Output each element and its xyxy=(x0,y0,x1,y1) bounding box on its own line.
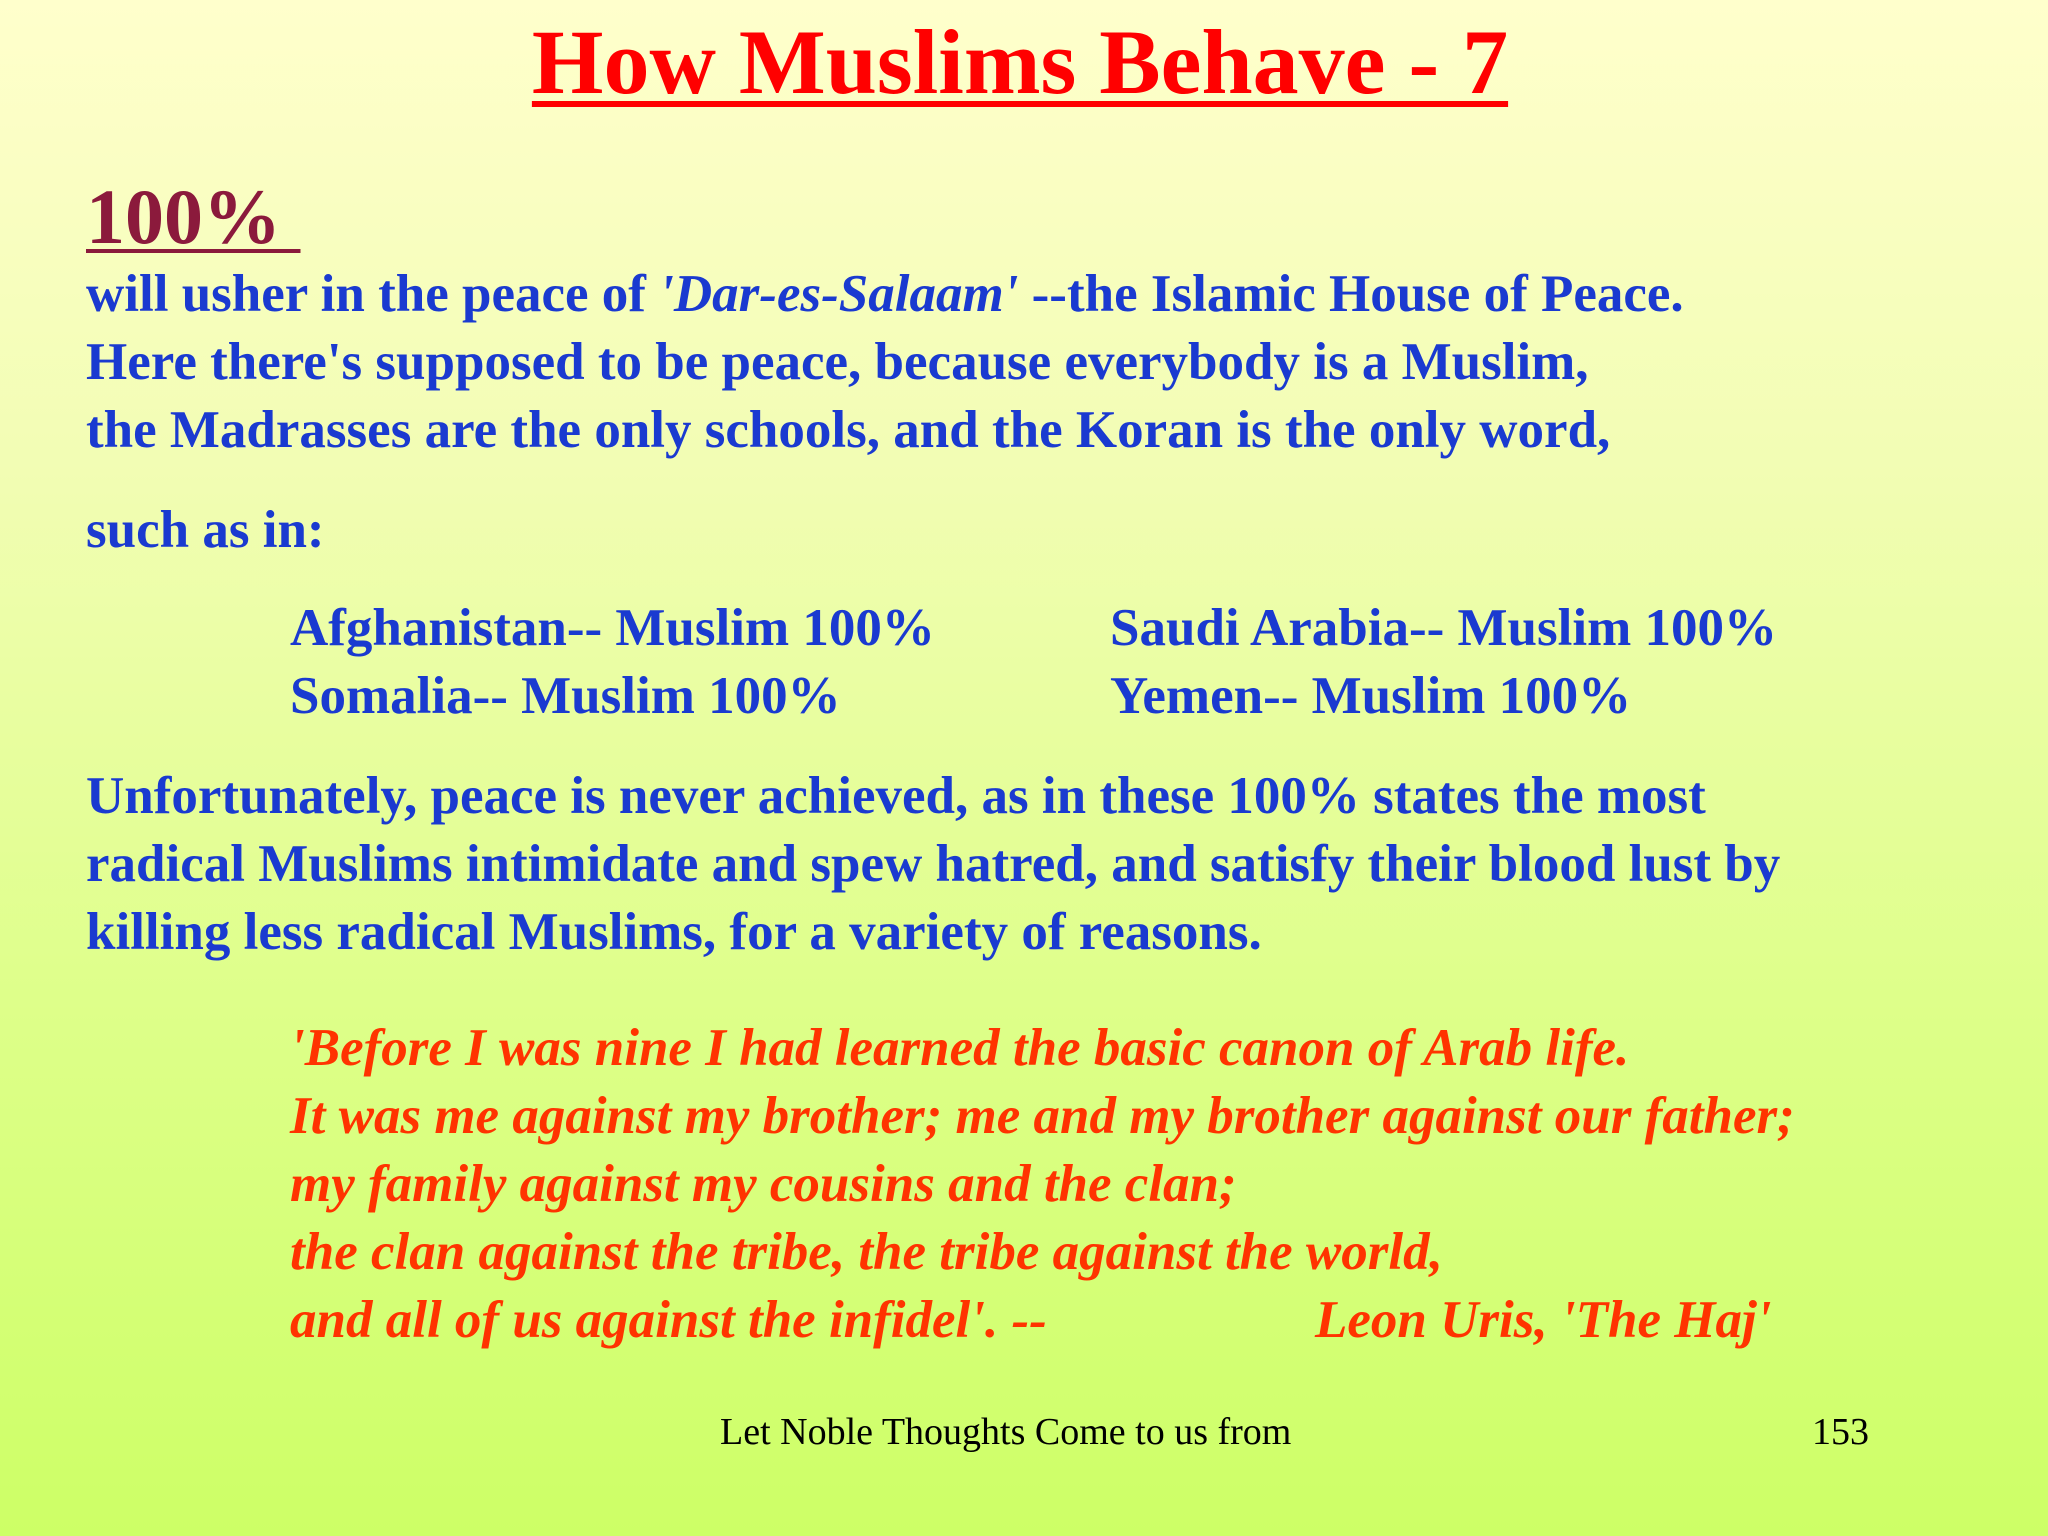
conclusion-line-3: killing less radical Muslims, for a variety of reasons. xyxy=(86,903,1262,961)
country-afghanistan: Afghanistan-- Muslim 100% xyxy=(290,599,935,657)
slide-title xyxy=(0,8,2040,116)
country-yemen: Yemen-- Muslim 100% xyxy=(1110,667,1632,725)
intro-line-1-post: --the Islamic House of Peace. xyxy=(1018,265,1684,323)
country-saudi-arabia: Saudi Arabia-- Muslim 100% xyxy=(1110,599,1778,657)
conclusion-paragraph xyxy=(86,762,1780,966)
page-number: 153 xyxy=(1812,1411,1869,1453)
slide-title-text: How Muslims Behave - 7 xyxy=(531,11,1509,113)
quote-line-2: It was me against my brother; me and my brother against our father; xyxy=(290,1087,1795,1145)
quote-line-4: the clan against the tribe, the tribe against the world, xyxy=(290,1223,1443,1281)
quote-line-5 xyxy=(290,1286,1795,1354)
country-row xyxy=(290,594,1890,662)
quote-line-5-text: and all of us against the infidel'. -- xyxy=(290,1291,1047,1349)
intro-line-3: the Madrasses are the only schools, and the Koran is the only word, xyxy=(86,401,1611,459)
quote-line-3: my family against my cousins and the clan; xyxy=(290,1155,1237,1213)
intro-line-1 xyxy=(86,260,1684,328)
quote-line-1: 'Before I was nine I had learned the basic canon of Arab life. xyxy=(290,1019,1630,1077)
intro-line-1-pre: will usher in the peace of xyxy=(86,265,660,323)
quote-block xyxy=(290,1014,1795,1354)
intro-paragraph xyxy=(86,260,1684,464)
conclusion-line-1: Unfortunately, peace is never achieved, as in these 100% states the most xyxy=(86,767,1706,825)
country-somalia: Somalia-- Muslim 100% xyxy=(290,667,841,725)
country-list xyxy=(290,594,1890,730)
footer-text: Let Noble Thoughts Come to us from xyxy=(720,1411,1292,1453)
dar-es-salaam-term: 'Dar-es-Salaam' xyxy=(659,265,1019,323)
country-row xyxy=(290,662,1890,730)
quote-author: Leon Uris, 'The Haj' xyxy=(1315,1291,1772,1349)
intro-line-2: Here there's supposed to be peace, because everybody is a Muslim, xyxy=(86,333,1589,391)
headline-percent: 100% xyxy=(86,173,301,260)
conclusion-line-2: radical Muslims intimidate and spew hatred, and satisfy their blood lust by xyxy=(86,835,1781,893)
such-as-label: such as in: xyxy=(86,501,325,559)
